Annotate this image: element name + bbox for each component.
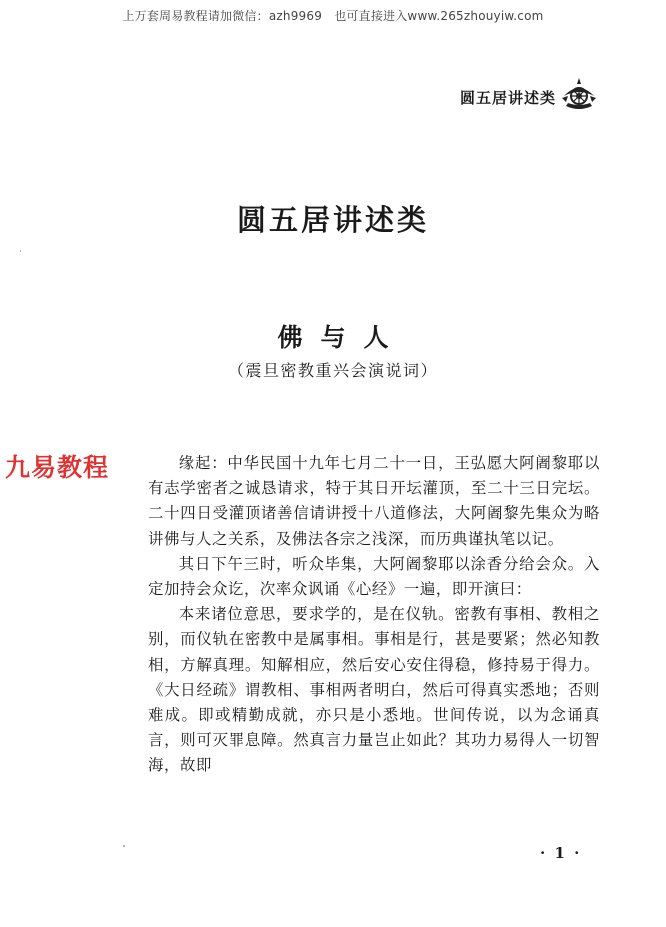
dharma-wheel-emblem-icon [560,76,598,112]
paragraph-origin: 缘起：中华民国十九年七月二十一日，王弘愿大阿阇黎耶以有志学密者之诚恳请求，特于其日开坛灌顶，至二十三日完坛。二十四日受灌顶诸善信请讲授十八道修法，大阿阇黎先集众为略讲佛与人之关系，及佛法各宗之浅深，而历典谨执笔以记。 [148,454,600,548]
paragraph-opening: 其日下午三时，听众毕集，大阿阇黎耶以涂香分给会众。入定加持会众讫，次率众讽诵《心经》一遍，即开演曰： [148,554,600,599]
top-banner: 上万套周易教程请加微信：azh9969 也可直接进入www.265zhouyiw.com [122,9,544,23]
page-number: · 1 · [540,844,582,862]
article-title: 佛与人 [277,323,407,352]
scan-speck [20,250,21,252]
watermark: 九易教程 [5,453,110,482]
paragraph-lecture: 本来诸位意思，要求学的，是在仪轨。密教有事相、教相之别，而仪轨在密教中是属事相。事相是行，甚是要紧；然必知教相，方解真理。知解相应，然后安心安住得稳，修持易于得力。《大日经疏》谓教相、事相两者明白，然后可得真实悉地；否则难成。即或精勤成就，亦只是小悉地。世间传说，以为念诵真言，则可灭罪息障。然真言力量岂止如此？其功力易得人一切智海，故即 [148,605,600,775]
chapter-title: 圆五居讲述类 [236,203,429,237]
running-head: 圆五居讲述类 [459,89,556,107]
body-text [148,451,600,779]
article-subtitle: （震旦密教重兴会演说词） [227,361,438,380]
scan-speck [123,845,125,847]
